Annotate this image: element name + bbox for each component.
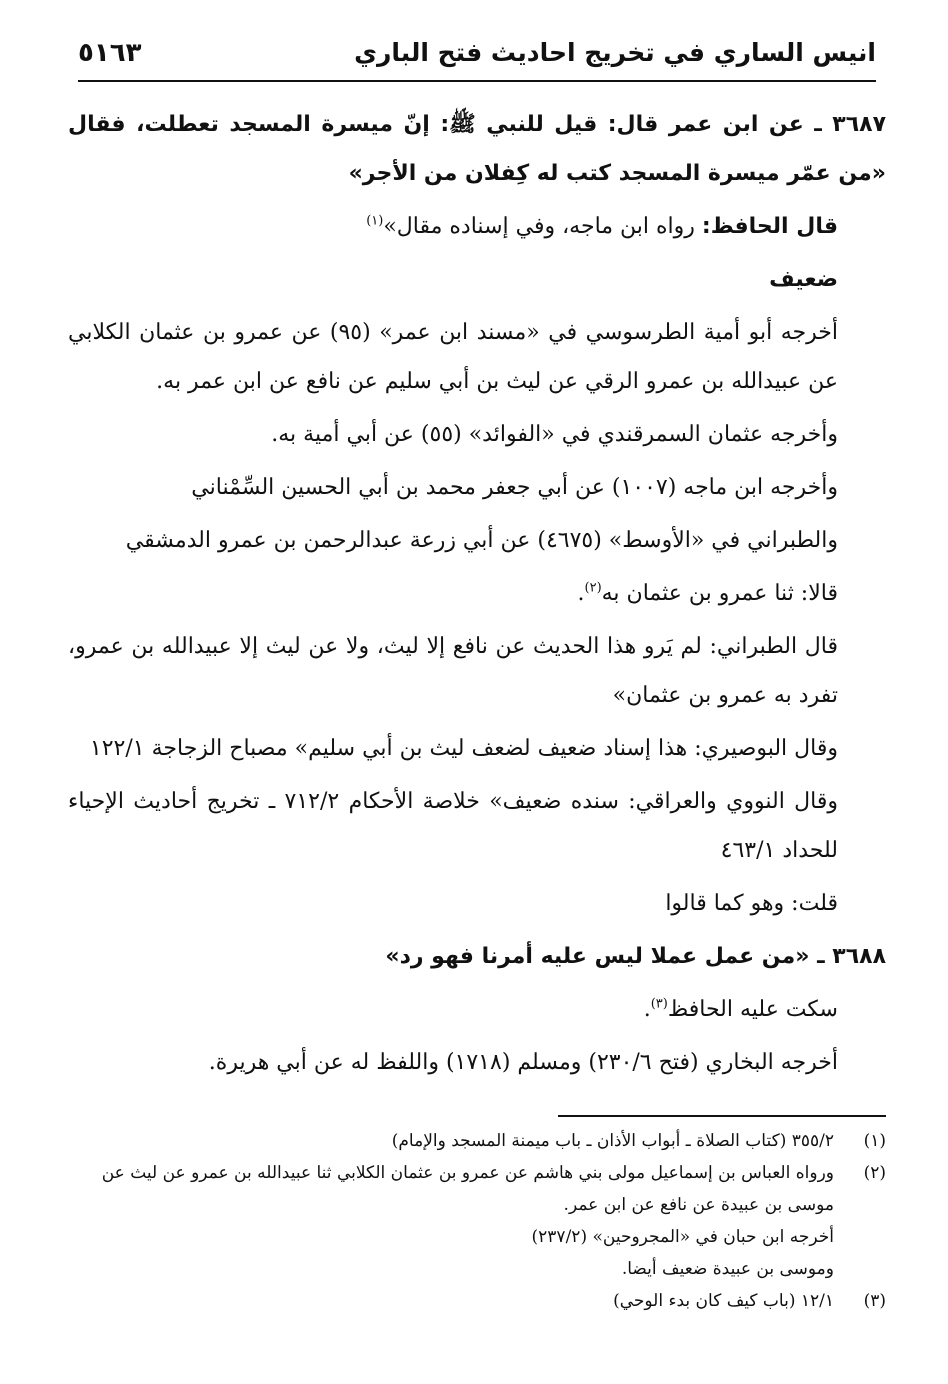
footnote-3 [70,1285,886,1317]
running-title: انيس الساري في تخريج احاديث فتح الباري [354,38,876,67]
hadith-3688-takhrij: أخرجه البخاري (فتح ٢٣٠/٦) ومسلم (١٧١٨) واللفظ له عن أبي هريرة. [208,1050,838,1075]
takhrij-paragraph-4: والطبراني في «الأوسط» (٤٦٧٥) عن أبي زرعة عبدالرحمن بن عمرو الدمشقي [125,528,838,553]
footnote-ref-1: (١) [366,213,384,229]
hafiz-silent [68,985,886,1034]
hadith-3687 [68,100,886,198]
footnote-line: ٣٥٥/٢ (كتاب الصلاة ـ أبواب الأذان ـ باب ميمنة المسجد والإمام) [391,1131,834,1151]
footnote-separator [558,1115,886,1117]
hadith-3688: ٣٦٨٨ ـ «من عمل عملا ليس عليه أمرنا فهو رد» [385,944,886,969]
footnote-line: ١٢/١ (باب كيف كان بدء الوحي) [613,1291,834,1311]
footnote-line: وموسى بن عبيدة ضعيف أيضا. [621,1259,834,1279]
hadith-3687-intro: ٣٦٨٧ ـ عن ابن عمر قال: قيل للنبي ﷺ: إنّ ميسرة المسجد تعطلت، فقال [68,112,886,137]
main-text [68,100,886,1091]
footnote-number: (٢) [863,1163,886,1183]
hadith-3687-quote: «من عمّر ميسرة المسجد كتب له كِفلان من الأجر» [348,161,886,186]
footnote-line: ورواه العباس بن إسماعيل مولى بني هاشم عن عمرو بن عثمان الكلابي ثنا عبيدالله بن عمرو عن ليث عن موسى بن عبيدة عن نافع عن ابن عمر. [101,1163,834,1215]
takhrij-paragraph-3: وأخرجه ابن ماجه (١٠٠٧) عن أبي جعفر محمد بن أبي الحسين السِّمْناني [191,475,838,500]
takhrij-paragraph-5-end: . [577,581,585,606]
takhrij-paragraph-2: وأخرجه عثمان السمرقندي في «الفوائد» (٥٥) عن أبي أمية به. [271,422,838,447]
footnote-number: (١) [863,1131,886,1151]
nawawi-iraqi-comment: وقال النووي والعراقي: سنده ضعيف» خلاصة الأحكام ٧١٢/٢ ـ تخريج أحاديث الإحياء للحداد ٤٦٣/١ [68,789,838,863]
footnote-number: (٣) [863,1291,886,1311]
takhrij-paragraph-1: أخرجه أبو أمية الطرسوسي في «مسند ابن عمر» (٩٥) عن عمرو بن عثمان الكلابي عن عبيدالله بن عمرو الرقي عن ليث بن أبي سليم عن نافع عن ابن عمر به. [68,320,838,394]
takhrij-paragraph-5-text: قالا: ثنا عمرو بن عثمان به [601,581,838,606]
page-header [78,30,876,82]
footnote-ref-3: (٣) [650,996,668,1012]
hafiz-text: رواه ابن ماجه، وفي إسناده مقال» [383,214,702,239]
footnotes [70,1125,886,1317]
author-conclusion: قلت: وهو كما قالوا [665,891,838,916]
hafiz-silent-text: سكت عليه الحافظ [667,997,838,1022]
busiri-comment: وقال البوصيري: هذا إسناد ضعيف لضعف ليث بن أبي سليم» مصباح الزجاجة ١٢٢/١ [89,736,838,761]
footnote-2 [70,1157,886,1285]
grade: ضعيف [769,267,838,292]
tabarani-comment: قال الطبراني: لم يَرو هذا الحديث عن نافع إلا ليث، ولا عن ليث إلا عبيدالله بن عمرو، تفرد به عمرو بن عثمان» [68,634,838,708]
hafiz-silent-end: . [643,997,651,1022]
footnote-1 [70,1125,886,1157]
takhrij-paragraph-5 [68,569,886,618]
hafiz-label: قال الحافظ: [701,214,838,239]
page-number: ٥١٦٣ [78,38,142,68]
footnote-ref-2: (٢) [584,580,602,596]
hafiz-statement [68,202,886,251]
footnote-line: أخرجه ابن حبان في «المجروحين» (٢٣٧/٢) [531,1227,834,1247]
